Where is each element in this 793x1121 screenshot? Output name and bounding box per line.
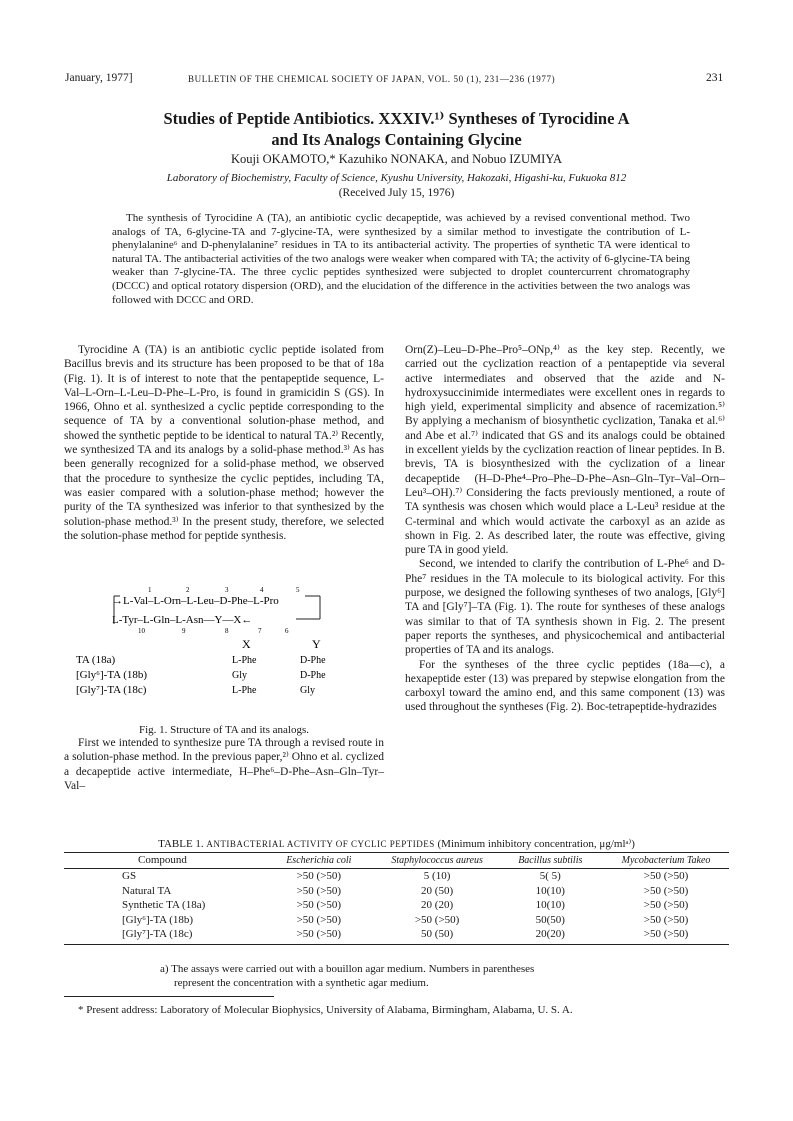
column-header: Mycobacterium Takeo bbox=[621, 855, 711, 866]
table-cell: >50 (>50) bbox=[296, 899, 342, 911]
analog-x: L-Phe bbox=[232, 655, 257, 666]
residue-number: 2 bbox=[186, 586, 190, 594]
analog-y: D-Phe bbox=[300, 670, 326, 681]
table-cell: 10(10) bbox=[535, 884, 565, 897]
body-paragraph: For the syntheses of the three cyclic peptides (18a—c), a hexapeptide ester (13) was prepared by stepwise elongation from the carboxyl toward the amino end, and this same component (13) was used throughout the syntheses (Fig. 2). Boc-tetrapeptide-hydrazides bbox=[405, 658, 725, 714]
body-paragraph: Second, we intended to clarify the contribution of L-Phe⁶ and D-Phe⁷ residues in the TA molecule to its biological activity. For this purpose, we designed the following syntheses of two analogs, [Gly⁶] TA and [Gly⁷]–TA (Fig. 1). The route for syntheses of these analogs was similar to that of TA synthesis shown in Fig. 2. The present paper reports the syntheses, and physicochemical and antibacterial properties of TA and its analogs. bbox=[405, 558, 725, 657]
table-1-label: TABLE 1. bbox=[158, 838, 204, 850]
body-paragraph: First we intended to synthesize pure TA through a revised route in a solution-phase method. In the previous paper,²⁾ Ohno et al. cyclized a decapeptide active intermediate, H–Phe⁶–D-Phe–Asn–Gln–Tyr–Val– bbox=[64, 737, 384, 792]
column-header: Bacillus subtilis bbox=[518, 855, 583, 866]
figure-1-caption: Fig. 1. Structure of TA and its analogs. bbox=[138, 724, 309, 736]
table-cell: >50 (>50) bbox=[296, 913, 342, 926]
table-1-title: ANTIBACTERIAL ACTIVITY OF CYCLIC PEPTIDES bbox=[206, 839, 435, 849]
table-1-footnote bbox=[160, 962, 660, 990]
body-left-column bbox=[64, 343, 384, 543]
abstract: The synthesis of Tyrocidine A (TA), an antibiotic cyclic decapeptide, was achieved by a revised conventional method. Two analogs of TA, 6-glycine-TA and 7-glycine-TA, were synthesized by a similar method to investigate the contribution of L-phenylalanine⁶ and D-phenylalanine⁷ residues in TA to its antibacterial activity. The properties of synthetic TA were identical to natural TA. The antibacterial activities of the two analogs were weaker when compared with TA; the activity of 6-glycine-TA being weaker than 7-glycine-TA. The three cyclic peptides synthesized were subjected to droplet countercurrent chromatography (DCCC) and optical rotatory dispersion (ORD), and the elucidation of the difference in the activities between the two analogs was followed with DCCC and ORD. bbox=[112, 212, 690, 306]
table-cell: 5( 5) bbox=[539, 870, 561, 882]
analog-x: L-Phe bbox=[232, 685, 257, 696]
sequence-top: →L-Val–L-Orn–L-Leu–D-Phe–L-Pro bbox=[112, 595, 279, 607]
figure-1-structure bbox=[76, 583, 370, 713]
table-cell: 10(10) bbox=[535, 899, 565, 911]
title-line-1: Studies of Peptide Antibiotics. XXXIV.¹⁾ Syntheses of Tyrocidine A bbox=[163, 109, 630, 128]
table-cell: [Gly⁶]-TA (18b) bbox=[122, 913, 194, 926]
table-cell: >50 (>50) bbox=[643, 913, 689, 926]
table-cell: 5 (10) bbox=[423, 870, 451, 882]
table-cell: >50 (>50) bbox=[643, 884, 689, 897]
table-row bbox=[64, 884, 729, 899]
table-1-units: (Minimum inhibitory concentration, μg/mlᵃ⁾) bbox=[437, 838, 635, 850]
page-footnote: * Present address: Laboratory of Molecular Biophysics, University of Alabama, Birmingham, Alabama, U. S. A. bbox=[78, 1004, 573, 1016]
header-journal: BULLETIN OF THE CHEMICAL SOCIETY OF JAPAN, VOL. 50 (1), 231—236 (1977) bbox=[188, 74, 556, 84]
header-page-number: 231 bbox=[706, 72, 724, 84]
body-paragraph: Orn(Z)–Leu–D-Phe–Pro⁵–ONp,⁴⁾ as the key step. Recently, we carried out the cyclization reaction of a pentapeptide via several active intermediates and observed that the azide and N-hydroxysuccinimide intermediates were excellent ones in regards to high yield, experimental simplicity and absence of racemization.⁵⁾ By applying a mechanism of biosynthetic cyclization, Tanaka et al.⁶⁾ and Abe et al.⁷⁾ indicated that GS and its analogs could be obtained in excellent yields by the cyclization reaction of linear peptides. In B. brevis, TA is biosynthesized with the cyclization of a linear decapeptide (H–D-Phe⁴–Pro–Phe–D-Phe–Asn–Gln–Tyr–Val–Orn–Leu³–OH).⁷⁾ Considering the facts previously mentioned, a route of TA synthesis was chosen which would place a L-Leu³ residue at the C-terminal and which would activate the carboxyl as an azide as shown in Fig. 2. As described later, the route was effective, giving pure TA in good yield. bbox=[405, 344, 725, 557]
column-header: Staphylococcus aureus bbox=[391, 855, 483, 866]
column-y-header: Y bbox=[312, 637, 321, 651]
footnote-rule bbox=[64, 996, 274, 997]
residue-number: 3 bbox=[225, 586, 229, 594]
title-line-2: and Its Analogs Containing Glycine bbox=[271, 130, 522, 149]
table-cell: Natural TA bbox=[122, 884, 172, 897]
header-date: January, 1977] bbox=[65, 72, 133, 84]
analog-name: [Gly⁶]-TA (18b) bbox=[76, 669, 148, 681]
body-right-column bbox=[405, 343, 725, 715]
body-left-column-lower bbox=[64, 736, 384, 793]
table-cell: >50 (>50) bbox=[296, 928, 342, 940]
affiliation: Laboratory of Biochemistry, Faculty of Science, Kyushu University, Hakozaki, Higashi-ku, Fukuoka 812 bbox=[166, 172, 627, 184]
table-cell: Synthetic TA (18a) bbox=[122, 899, 206, 911]
table-cell: 50 (50) bbox=[421, 928, 454, 940]
authors: Kouji OKAMOTO,* Kazuhiko NONAKA, and Nobuo IZUMIYA bbox=[231, 152, 562, 166]
residue-number: 1 bbox=[148, 586, 152, 594]
article-title bbox=[60, 108, 733, 150]
residue-number: 9 bbox=[182, 627, 186, 635]
table-cell: >50 (>50) bbox=[643, 899, 689, 911]
table-cell: GS bbox=[122, 870, 137, 882]
table-footnote-line: a) The assays were carried out with a bouillon agar medium. Numbers in parentheses bbox=[160, 963, 535, 975]
table-cell: >50 (>50) bbox=[296, 884, 342, 897]
residue-number: 8 bbox=[225, 627, 229, 635]
sequence-bottom: L-Tyr–L-Gln–L-Asn—Y—X← bbox=[112, 614, 253, 626]
analog-name: TA (18a) bbox=[76, 654, 116, 666]
residue-number: 4 bbox=[260, 586, 264, 594]
analog-y: D-Phe bbox=[300, 655, 326, 666]
table-1 bbox=[64, 852, 729, 945]
residue-number: 5 bbox=[296, 586, 300, 594]
analog-name: [Gly⁷]-TA (18c) bbox=[76, 684, 147, 696]
body-paragraph: Tyrocidine A (TA) is an antibiotic cyclic peptide isolated from Bacillus brevis and its structure has been proposed to be that of 18a (Fig. 1). It is of interest to note that the pentapeptide sequence, L-Val–L-Orn–L-Leu–D-Phe–L-Pro, is found in gramicidin S (GS). In 1966, Ohno et al. synthesized a cyclic peptide corresponding to the sequence of TA by a conventional solution-phase method, and showed the synthetic peptide to be identical to natural TA.²⁾ Recently, we synthesized TA and its analogs by a solid-phase method.³⁾ As has been generally recognized for a solid-phase method, we observed that the procedure to synthesize the cyclic peptides, including TA, was easier compared with a solution-phase method; however the purity of the TA synthesized was inferior to that synthesized by the solution-phase method.³⁾ In the present study, therefore, we selected the solution-phase method for peptide synthesis. bbox=[64, 344, 384, 542]
table-cell: 20(20) bbox=[535, 928, 565, 940]
table-cell: >50 (>50) bbox=[296, 870, 342, 882]
table-row bbox=[64, 869, 729, 884]
table-cell: >50 (>50) bbox=[414, 913, 460, 926]
residue-number: 10 bbox=[138, 627, 145, 635]
residue-number: 6 bbox=[285, 627, 289, 635]
table-cell: 20 (50) bbox=[421, 884, 454, 897]
table-row bbox=[64, 898, 729, 913]
residue-number: 7 bbox=[258, 627, 262, 635]
column-x-header: X bbox=[242, 637, 251, 651]
table-header-row bbox=[64, 853, 729, 869]
table-1-caption bbox=[64, 837, 729, 850]
table-cell: 50(50) bbox=[535, 913, 565, 926]
received-date: (Received July 15, 1976) bbox=[338, 187, 455, 199]
table-cell: 20 (20) bbox=[421, 899, 454, 911]
table-cell: >50 (>50) bbox=[643, 870, 689, 882]
figure-1 bbox=[76, 583, 370, 713]
table-row bbox=[64, 927, 729, 944]
table-cell: [Gly⁷]-TA (18c) bbox=[122, 928, 193, 940]
table-footnote-line: represent the concentration with a synthetic agar medium. bbox=[174, 977, 429, 989]
column-header: Compound bbox=[138, 854, 187, 866]
table-row bbox=[64, 913, 729, 928]
column-header: Escherichia coli bbox=[286, 855, 352, 866]
analog-y: Gly bbox=[300, 685, 315, 696]
table-cell: >50 (>50) bbox=[643, 928, 689, 940]
analog-x: Gly bbox=[232, 670, 247, 681]
